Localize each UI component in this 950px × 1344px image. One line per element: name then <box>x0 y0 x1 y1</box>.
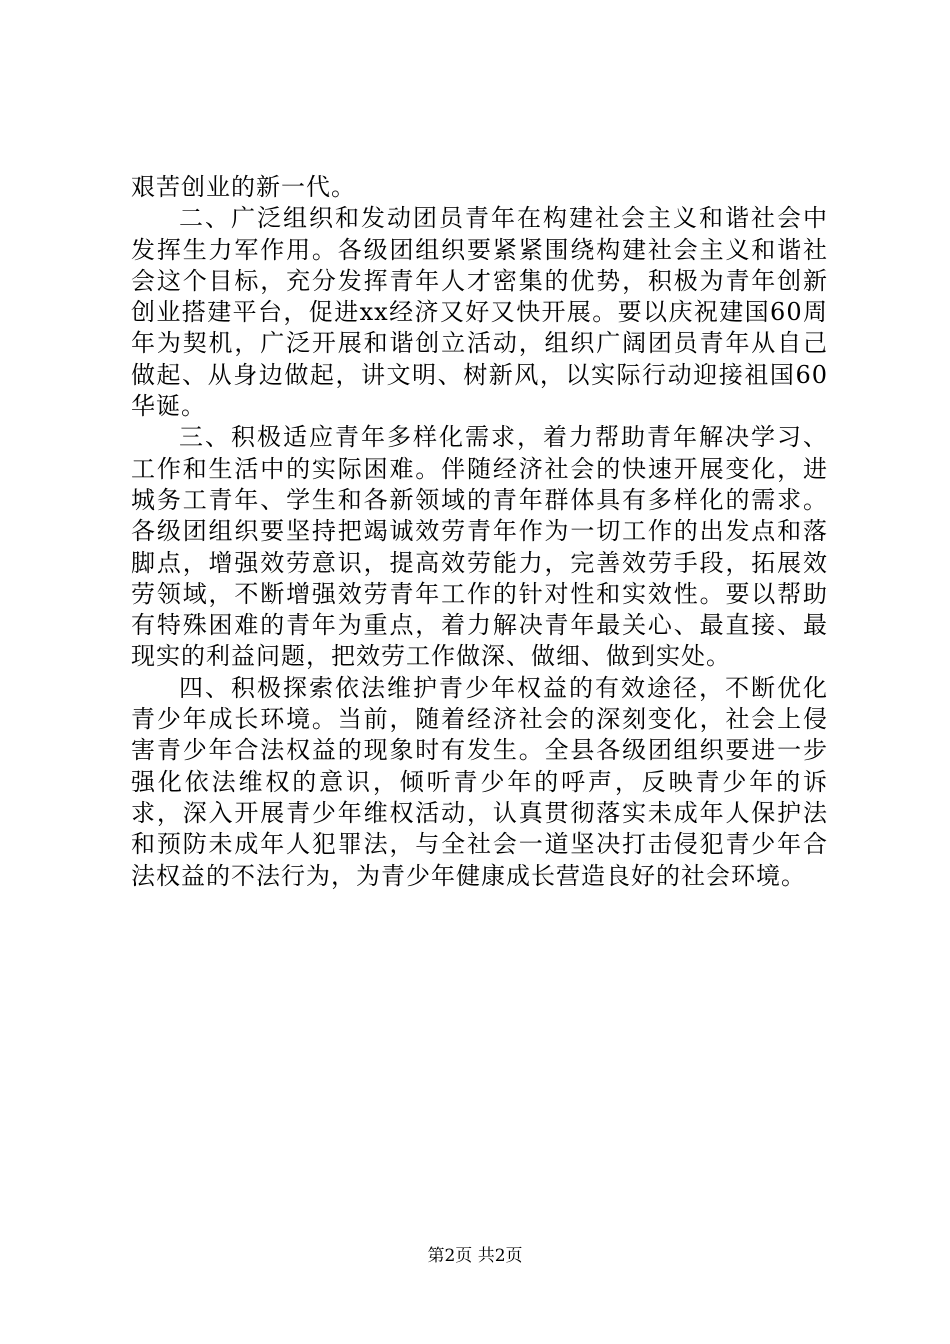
paragraph-section-4: 四、积极探索依法维护青少年权益的有效途径，不断优化青少年成长环境。当前，随着经济社会的深刻变化，社会上侵害青少年合法权益的现象时有发生。全县各级团组织要进一步强化依法维权的意识，倾听青少年的呼声，反映青少年的诉求，深入开展青少年维权活动，认真贯彻落实未成年人保护法和预防未成年人犯罪法，与全社会一道坚决打击侵犯青少年合法权益的不法行为，为青少年健康成长营造良好的社会环境。 <box>131 673 828 890</box>
paragraph-section-2: 二、广泛组织和发动团员青年在构建社会主义和谐社会中发挥生力军作用。各级团组织要紧紧围绕构建社会主义和谐社会这个目标，充分发挥青年人才密集的优势，积极为青年创新创业搭建平台，促进xx经济又好又快开展。要以庆祝建国60周年为契机，广泛开展和谐创立活动，组织广阔团员青年从自己做起、从身边做起，讲文明、树新风，以实际行动迎接祖国60华诞。 <box>131 204 828 421</box>
paragraph-section-3: 三、积极适应青年多样化需求，着力帮助青年解决学习、工作和生活中的实际困难。伴随经济社会的快速开展变化，进城务工青年、学生和各新领域的青年群体具有多样化的需求。各级团组织要坚持把竭诚效劳青年作为一切工作的出发点和落脚点，增强效劳意识，提高效劳能力，完善效劳手段，拓展效劳领域，不断增强效劳青年工作的针对性和实效性。要以帮助有特殊困难的青年为重点，着力解决青年最关心、最直接、最现实的利益问题，把效劳工作做深、做细、做到实处。 <box>131 423 828 671</box>
body-text <box>131 172 828 892</box>
page-footer: 第2页 共2页 <box>427 1246 523 1266</box>
paragraph-continuation: 艰苦创业的新一代。 <box>131 173 356 201</box>
